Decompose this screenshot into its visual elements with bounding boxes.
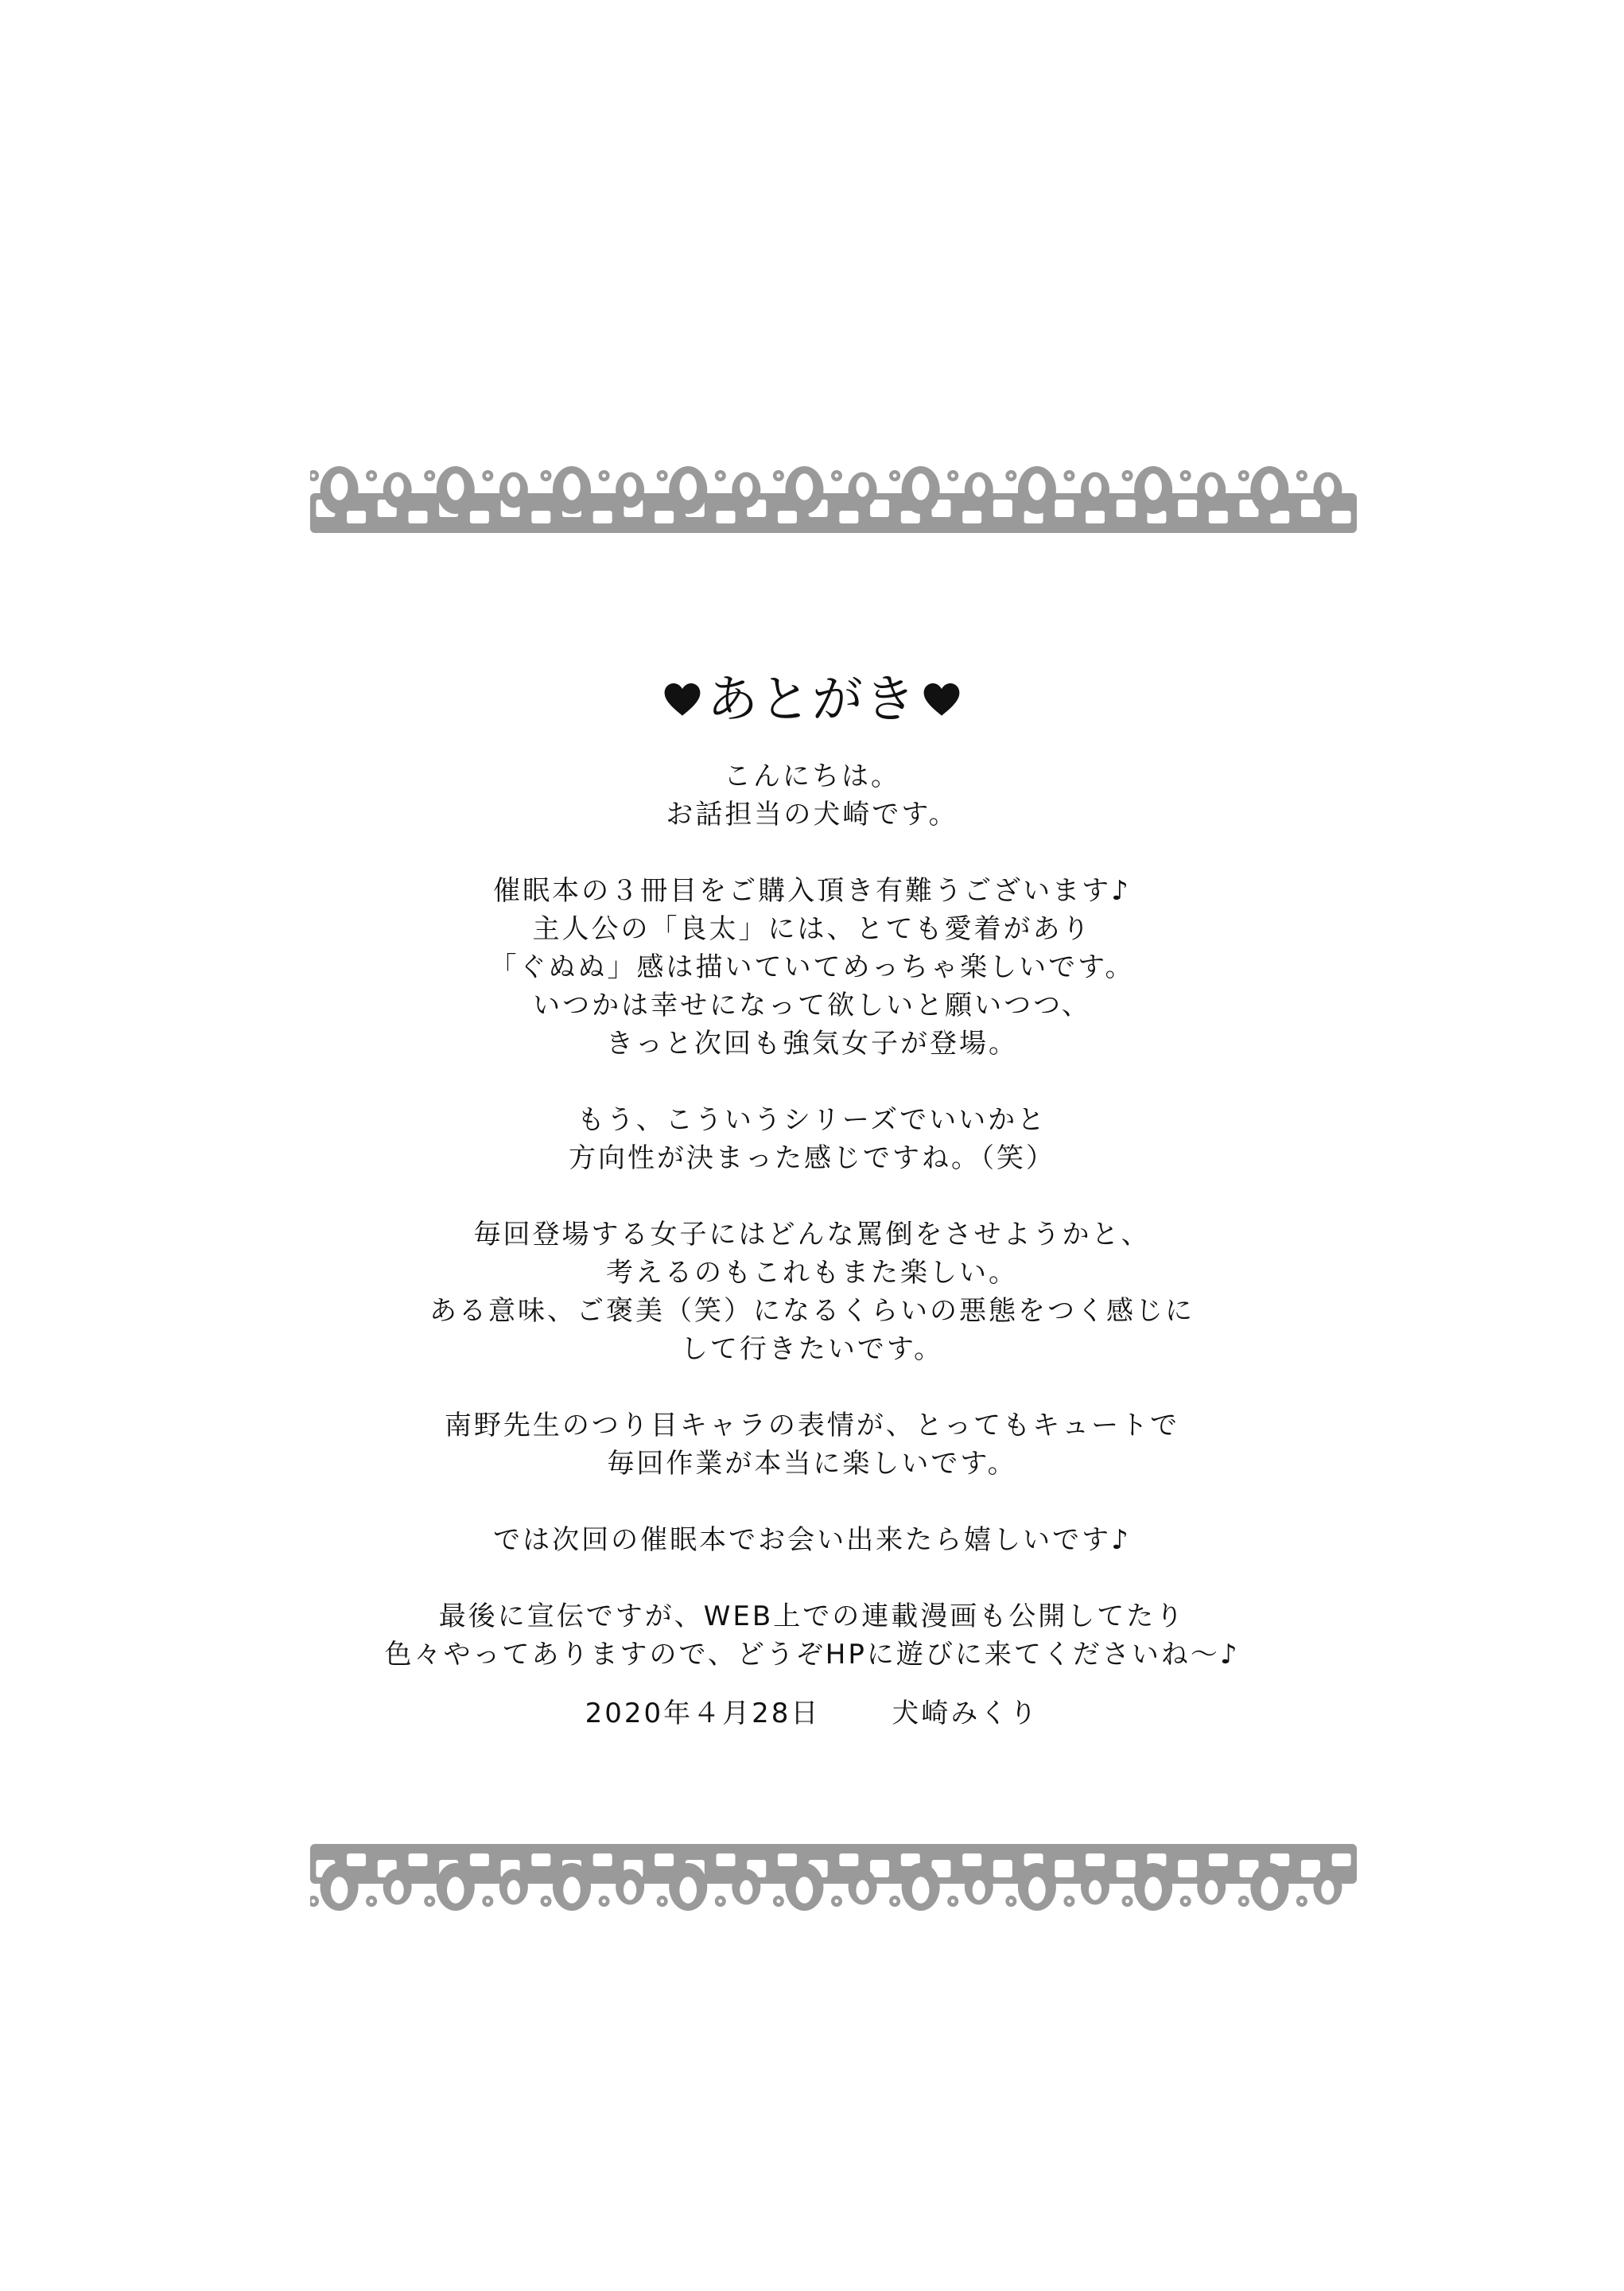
text-line: いつかは幸せになって欲しいと願いつつ、 <box>533 990 1091 1021</box>
text-line: 色々やってありますので、どうぞHPに遊びに来てくださいね～♪ <box>384 1639 1240 1671</box>
paragraph <box>0 757 1624 834</box>
title-text: あとがき <box>707 671 917 729</box>
paragraph <box>0 1521 1624 1559</box>
paragraph <box>0 1101 1624 1177</box>
signature-line <box>0 1694 1624 1733</box>
top-lace-border <box>310 449 1357 536</box>
text-line: 主人公の「良太」には、とても愛着があり <box>532 913 1092 945</box>
text-line: では次回の催眠本でお会い出来たら嬉しいです♪ <box>493 1524 1131 1556</box>
text-line: 催眠本の３冊目をご購入頂き有難うございます♪ <box>493 875 1131 907</box>
heart-icon <box>664 683 701 717</box>
text-line: 毎回作業が本当に楽しいです。 <box>607 1448 1017 1480</box>
text-line: もう、こういうシリーズでいいかと <box>577 1104 1047 1136</box>
author-name: 犬崎みくり <box>892 1698 1039 1729</box>
afterword-body <box>0 757 1624 1712</box>
heart-icon <box>923 683 960 717</box>
text-line: こんにちは。 <box>724 760 900 792</box>
paragraph <box>0 1406 1624 1483</box>
text-line: ある意味、ご褒美（笑）になるくらいの悪態をつく感じに <box>429 1295 1195 1327</box>
paragraph <box>0 1597 1624 1674</box>
text-line: 毎回登場する女子にはどんな罵倒をさせようかと、 <box>473 1219 1151 1251</box>
text-line: 「ぐぬぬ」感は描いていてめっちゃ楽しいです。 <box>489 951 1135 983</box>
text-line: きっと次回も強気女子が登場。 <box>606 1028 1018 1060</box>
bottom-lace-border <box>310 1841 1357 1928</box>
text-line: 方向性が決まった感じですね。（笑） <box>569 1142 1055 1174</box>
date-text: 2020年４月28日 <box>585 1698 821 1729</box>
text-line: 最後に宣伝ですが、WEB上での連載漫画も公開してたり <box>438 1601 1186 1632</box>
lace-ornament-icon <box>310 1841 1357 1928</box>
lace-ornament-icon <box>310 449 1357 536</box>
text-line: 南野先生のつり目キャラの表情が、とってもキュートで <box>444 1410 1180 1441</box>
paragraph <box>0 1216 1624 1368</box>
text-line: 考えるのもこれもまた楽しい。 <box>606 1257 1018 1289</box>
text-line: して行きたいです。 <box>680 1333 944 1365</box>
text-line: お話担当の犬崎です。 <box>666 799 958 830</box>
page-title <box>0 668 1624 732</box>
paragraph <box>0 872 1624 1063</box>
